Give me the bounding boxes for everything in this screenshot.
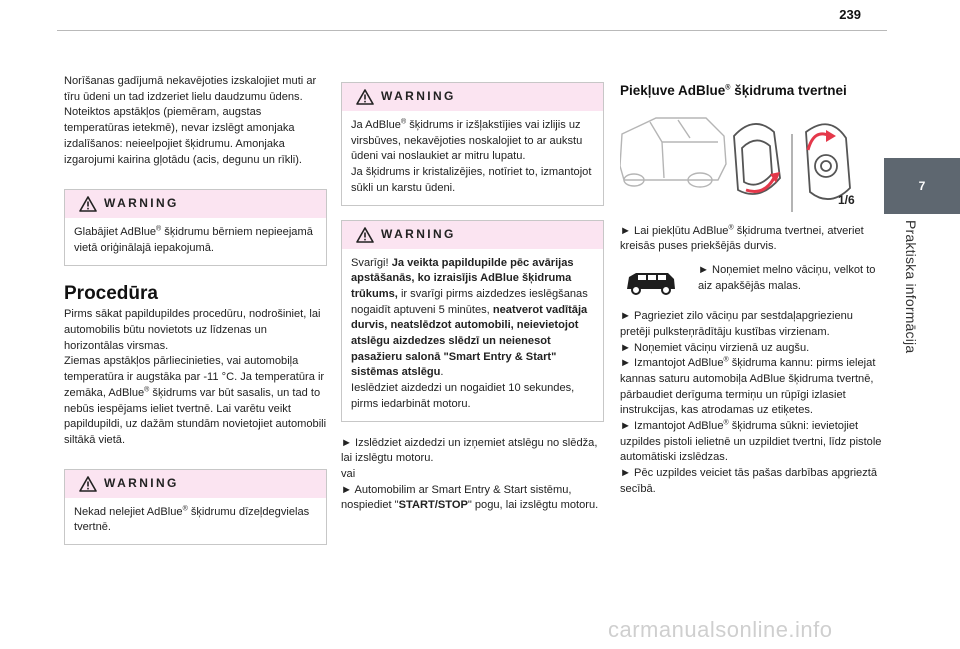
filler-recess-left: [734, 124, 780, 194]
warning-triangle-icon: [356, 89, 374, 105]
van-icon: [624, 269, 678, 297]
warning-header: [342, 83, 603, 111]
van-front-outline: [620, 118, 726, 187]
step-using-can: ► Izmantojot AdBlue® šķidruma kannu: pirms ielejat kannas saturu automobiļa AdBlue šķidruma tvertnē, pārbaudiet derīguma termiņu un rūpīgi izlasiet instrukcijas, kas atrodamas uz etiķetes.: [620, 356, 876, 417]
engine-off-steps: [341, 436, 604, 515]
step-open-door: ► Lai piekļūtu AdBlue® šķidruma tvertnei, atveriet kreisās puses priekšējās durvis.: [620, 224, 864, 253]
warning-header: [65, 190, 326, 218]
chapter-tab[interactable]: [884, 158, 960, 214]
warning-box-4: [341, 220, 604, 422]
warning-triangle-icon: [79, 476, 97, 492]
step-remove-black-cap: ► Noņemiet melno vāciņu, velkot to aiz apakšējās malas.: [698, 264, 876, 292]
step-remove-cap: ► Noņemiet vāciņu virzienā uz augšu.: [620, 341, 810, 354]
warning-box-2: [64, 469, 327, 545]
chapter-title: Praktiska informācija: [903, 220, 919, 354]
intro-paragraph-1: Norīšanas gadījumā nekavējoties izskalojiet muti ar tīru ūdeni un tad izdzeriet lielu daudzumu ūdens.: [64, 75, 317, 103]
warning-box-1: [64, 189, 327, 265]
figure-label: 1/6: [838, 192, 855, 207]
column-2: [341, 82, 604, 514]
intro-paragraph-2: Noteiktos apstākļos (piemēram, augstas temperatūras ietekmē), nevar izslēgt amonjaka izdalīšanos: neieelpojiet šķidrumu. Amonjaka izgarojumi kairina gļotādu (acis, degunu un rīkli).: [64, 106, 303, 166]
chapter-number: 7: [918, 179, 926, 193]
warning-title: WARNING: [381, 226, 456, 241]
warning-title: WARNING: [104, 196, 179, 211]
warning-header: [342, 221, 603, 249]
van-version-note: [620, 263, 883, 297]
warning-text: Glabājiet AdBlue® šķidrumu bērniem nepieejamā vietā oriģinālajā iepakojumā.: [74, 225, 313, 254]
top-rule: [57, 30, 887, 31]
warning-text: Ja AdBlue® šķidrums ir izšļakstījies vai izlijis uz virsbūves, nekavējoties noskalojiet to ar aukstu ūdeni vai noslaukiet ar mitru lupatu. Ja šķidrums ir kristalizējies, notīriet to, izmantojot sūkli un karstu ūdeni.: [351, 118, 592, 194]
warning-header: [65, 470, 326, 498]
watermark: carmanualsonline.info: [608, 617, 833, 642]
step-using-pump: ► Izmantojot AdBlue® šķidruma sūkni: ievietojiet uzpildes pistoli ielietnē un uzpildiet tvertni, līdz pistole automātiski izslēdzas.: [620, 419, 882, 464]
step-or: vai: [341, 467, 356, 480]
adblue-filler-illustration: [620, 108, 870, 216]
step-reverse-order: ► Pēc uzpildes veiciet tās pašas darbības apgrieztā secībā.: [620, 467, 878, 495]
column-1: [64, 74, 327, 545]
filling-steps: [620, 309, 883, 497]
warning-text: Svarīgi! Ja veikta papildupilde pēc avārijas apstāšanās, ko izraisījis AdBlue šķidruma trūkums, ir svarīgi pirms aizdedzes ieslēgšanas nogaidīt aptuveni 5 minūtes, neatverot vadītāja durvis, neatslēdzot automobili, neievietojot atslēgu aizdedzes slēdzī un neienesot pasažieru salonā "Smart Entry & Start" sistēmas atslēgu. Ieslēdziet aizdedzi un nogaidiet 10 sekundes, pirms iedarbināt motoru.: [351, 256, 588, 410]
procedure-paragraph-2: Ziemas apstākļos pārliecinieties, vai automobiļa temperatūra ir augstāka par -11 °C. Ja temperatūra ir zemāka, AdBlue® šķidrums var būt sasalis, un tad to nebūs iespējams ieliet tvertnē. Lai varētu veikt papildupildi, uz dažām stundām novietojiet automobili siltākā vietā.: [64, 355, 327, 446]
procedure-heading: Procedūra: [64, 282, 158, 304]
rotate-arrow-head: [826, 130, 836, 142]
warning-triangle-icon: [356, 227, 374, 243]
step-turn-blue-cap: ► Pagrieziet zilo vāciņu par sestdaļapgriezienu pretēji pulksteņrādītāju kustības virzienam.: [620, 310, 853, 338]
warning-text: Nekad nelejiet AdBlue® šķidrumu dīzeļdegvielas tvertnē.: [74, 504, 310, 534]
column-3: [620, 83, 883, 498]
step-switch-off: ► Izslēdziet aizdedzi un izņemiet atslēgu no slēdža, lai izslēgtu motoru.: [341, 436, 598, 465]
adblue-access-heading: Piekļuve AdBlue® šķidruma tvertnei: [620, 83, 847, 98]
warning-box-3: [341, 82, 604, 206]
warning-triangle-icon: [79, 196, 97, 212]
warning-title: WARNING: [104, 475, 179, 490]
warning-title: WARNING: [381, 89, 456, 104]
step-start-stop: ► Automobilim ar Smart Entry & Start sistēmu, nospiediet "START/STOP" pogu, lai izslēgtu motoru.: [341, 483, 599, 512]
page-number: 239: [839, 7, 861, 22]
procedure-paragraph-1: Pirms sākat papildupildes procedūru, nodrošiniet, lai automobilis būtu novietots uz līdzenas un horizontālas virsmas.: [64, 308, 321, 352]
